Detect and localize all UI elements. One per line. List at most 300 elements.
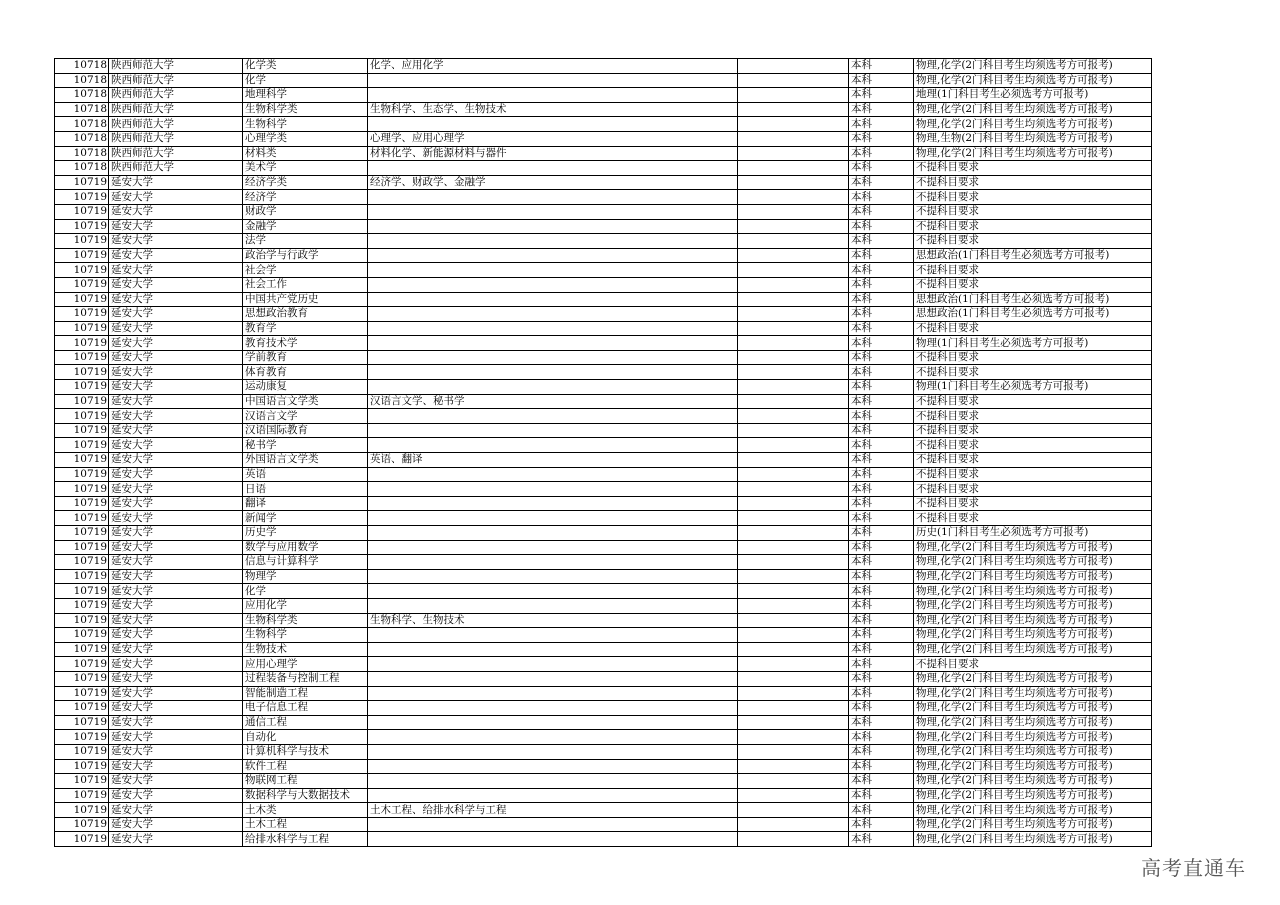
- school-name-cell: 延安大学: [109, 496, 243, 511]
- note-cell: [738, 482, 849, 497]
- included-majors-cell: [368, 774, 738, 789]
- level-cell: 本科: [849, 190, 914, 205]
- subject-requirement-cell: 物理,化学(2门科目考生均须选考方可报考): [914, 642, 1152, 657]
- note-cell: [738, 744, 849, 759]
- level-cell: 本科: [849, 350, 914, 365]
- school-name-cell: 延安大学: [109, 657, 243, 672]
- subject-requirement-cell: 不提科目要求: [914, 161, 1152, 176]
- major-cell: 秘书学: [243, 438, 368, 453]
- level-cell: 本科: [849, 307, 914, 322]
- major-cell: 财政学: [243, 204, 368, 219]
- subject-requirement-cell: 物理,化学(2门科目考生均须选考方可报考): [914, 628, 1152, 643]
- school-name-cell: 延安大学: [109, 774, 243, 789]
- table-row: [55, 438, 1152, 453]
- school-name-cell: 延安大学: [109, 482, 243, 497]
- level-cell: 本科: [849, 336, 914, 351]
- included-majors-cell: [368, 204, 738, 219]
- note-cell: [738, 774, 849, 789]
- school-name-cell: 延安大学: [109, 584, 243, 599]
- table-row: [55, 161, 1152, 176]
- level-cell: 本科: [849, 423, 914, 438]
- subject-requirement-cell: 不提科目要求: [914, 394, 1152, 409]
- school-code-cell: 10719: [55, 598, 109, 613]
- major-cell: 物理学: [243, 569, 368, 584]
- major-cell: 中国共产党历史: [243, 292, 368, 307]
- school-code-cell: 10719: [55, 730, 109, 745]
- level-cell: 本科: [849, 146, 914, 161]
- table-row: [55, 146, 1152, 161]
- subject-requirement-cell: 不提科目要求: [914, 438, 1152, 453]
- included-majors-cell: [368, 248, 738, 263]
- note-cell: [738, 190, 849, 205]
- major-cell: 地理科学: [243, 88, 368, 103]
- school-code-cell: 10719: [55, 204, 109, 219]
- table-row: [55, 307, 1152, 322]
- subject-requirement-cell: 物理,化学(2门科目考生均须选考方可报考): [914, 803, 1152, 818]
- note-cell: [738, 88, 849, 103]
- level-cell: 本科: [849, 394, 914, 409]
- table-row: [55, 744, 1152, 759]
- table-row: [55, 526, 1152, 541]
- subject-requirement-cell: 地理(1门科目考生必须选考方可报考): [914, 88, 1152, 103]
- included-majors-cell: 土木工程、给排水科学与工程: [368, 803, 738, 818]
- school-name-cell: 延安大学: [109, 613, 243, 628]
- included-majors-cell: 经济学、财政学、金融学: [368, 175, 738, 190]
- school-name-cell: 陕西师范大学: [109, 59, 243, 74]
- included-majors-cell: [368, 219, 738, 234]
- note-cell: [738, 161, 849, 176]
- level-cell: 本科: [849, 292, 914, 307]
- subject-requirement-cell: 物理,化学(2门科目考生均须选考方可报考): [914, 832, 1152, 847]
- subject-requirement-cell: 不提科目要求: [914, 234, 1152, 249]
- school-name-cell: 延安大学: [109, 394, 243, 409]
- included-majors-cell: [368, 555, 738, 570]
- school-name-cell: 延安大学: [109, 598, 243, 613]
- included-majors-cell: [368, 832, 738, 847]
- school-name-cell: 延安大学: [109, 788, 243, 803]
- school-name-cell: 延安大学: [109, 467, 243, 482]
- major-cell: 法学: [243, 234, 368, 249]
- included-majors-cell: [368, 657, 738, 672]
- major-cell: 数学与应用数学: [243, 540, 368, 555]
- table-body: [55, 59, 1152, 847]
- level-cell: 本科: [849, 598, 914, 613]
- included-majors-cell: [368, 730, 738, 745]
- included-majors-cell: [368, 190, 738, 205]
- note-cell: [738, 394, 849, 409]
- level-cell: 本科: [849, 686, 914, 701]
- school-code-cell: 10719: [55, 701, 109, 716]
- included-majors-cell: [368, 569, 738, 584]
- school-name-cell: 延安大学: [109, 380, 243, 395]
- major-cell: 教育技术学: [243, 336, 368, 351]
- level-cell: 本科: [849, 774, 914, 789]
- note-cell: [738, 613, 849, 628]
- table-row: [55, 190, 1152, 205]
- school-code-cell: 10719: [55, 263, 109, 278]
- major-cell: 生物科学类: [243, 102, 368, 117]
- school-code-cell: 10719: [55, 219, 109, 234]
- subject-requirement-cell: 不提科目要求: [914, 365, 1152, 380]
- included-majors-cell: [368, 467, 738, 482]
- included-majors-cell: 生物科学、生态学、生物技术: [368, 102, 738, 117]
- note-cell: [738, 423, 849, 438]
- table-row: [55, 598, 1152, 613]
- level-cell: 本科: [849, 321, 914, 336]
- note-cell: [738, 73, 849, 88]
- level-cell: 本科: [849, 59, 914, 74]
- school-name-cell: 延安大学: [109, 307, 243, 322]
- note-cell: [738, 204, 849, 219]
- included-majors-cell: [368, 336, 738, 351]
- included-majors-cell: [368, 686, 738, 701]
- school-name-cell: 延安大学: [109, 190, 243, 205]
- included-majors-cell: [368, 628, 738, 643]
- school-name-cell: 延安大学: [109, 409, 243, 424]
- school-name-cell: 延安大学: [109, 555, 243, 570]
- level-cell: 本科: [849, 657, 914, 672]
- included-majors-cell: [368, 759, 738, 774]
- note-cell: [738, 803, 849, 818]
- note-cell: [738, 642, 849, 657]
- school-code-cell: 10719: [55, 759, 109, 774]
- school-code-cell: 10719: [55, 569, 109, 584]
- table-row: [55, 832, 1152, 847]
- table-row: [55, 219, 1152, 234]
- major-cell: 计算机科学与技术: [243, 744, 368, 759]
- major-cell: 信息与计算科学: [243, 555, 368, 570]
- major-cell: 美术学: [243, 161, 368, 176]
- level-cell: 本科: [849, 511, 914, 526]
- table-row: [55, 701, 1152, 716]
- major-cell: 生物科学类: [243, 613, 368, 628]
- table-row: [55, 380, 1152, 395]
- included-majors-cell: [368, 409, 738, 424]
- table-row: [55, 686, 1152, 701]
- subject-requirement-cell: 物理,化学(2门科目考生均须选考方可报考): [914, 569, 1152, 584]
- school-code-cell: 10719: [55, 482, 109, 497]
- school-name-cell: 延安大学: [109, 686, 243, 701]
- table-row: [55, 540, 1152, 555]
- note-cell: [738, 131, 849, 146]
- school-code-cell: 10719: [55, 817, 109, 832]
- level-cell: 本科: [849, 365, 914, 380]
- included-majors-cell: [368, 817, 738, 832]
- school-name-cell: 延安大学: [109, 336, 243, 351]
- table-row: [55, 788, 1152, 803]
- school-code-cell: 10719: [55, 336, 109, 351]
- level-cell: 本科: [849, 628, 914, 643]
- major-cell: 金融学: [243, 219, 368, 234]
- table-row: [55, 131, 1152, 146]
- school-name-cell: 延安大学: [109, 438, 243, 453]
- level-cell: 本科: [849, 569, 914, 584]
- major-cell: 过程装备与控制工程: [243, 671, 368, 686]
- table-row: [55, 496, 1152, 511]
- school-code-cell: 10719: [55, 774, 109, 789]
- included-majors-cell: [368, 423, 738, 438]
- school-code-cell: 10719: [55, 453, 109, 468]
- table-row: [55, 467, 1152, 482]
- subject-requirement-cell: 思想政治(1门科目考生必须选考方可报考): [914, 292, 1152, 307]
- subject-requirement-cell: 物理(1门科目考生必须选考方可报考): [914, 336, 1152, 351]
- included-majors-cell: [368, 511, 738, 526]
- major-cell: 心理学类: [243, 131, 368, 146]
- note-cell: [738, 569, 849, 584]
- included-majors-cell: 心理学、应用心理学: [368, 131, 738, 146]
- included-majors-cell: [368, 380, 738, 395]
- included-majors-cell: [368, 263, 738, 278]
- school-name-cell: 延安大学: [109, 277, 243, 292]
- school-code-cell: 10719: [55, 409, 109, 424]
- school-name-cell: 延安大学: [109, 234, 243, 249]
- school-name-cell: 延安大学: [109, 321, 243, 336]
- school-code-cell: 10719: [55, 715, 109, 730]
- subject-requirement-cell: 不提科目要求: [914, 350, 1152, 365]
- subject-requirements-table: [54, 58, 1152, 847]
- table-row: [55, 175, 1152, 190]
- included-majors-cell: [368, 73, 738, 88]
- table-row: [55, 671, 1152, 686]
- school-code-cell: 10718: [55, 102, 109, 117]
- table-row: [55, 423, 1152, 438]
- major-cell: 应用心理学: [243, 657, 368, 672]
- note-cell: [738, 467, 849, 482]
- major-cell: 新闻学: [243, 511, 368, 526]
- level-cell: 本科: [849, 715, 914, 730]
- school-name-cell: 陕西师范大学: [109, 73, 243, 88]
- included-majors-cell: [368, 744, 738, 759]
- included-majors-cell: [368, 234, 738, 249]
- included-majors-cell: 汉语言文学、秘书学: [368, 394, 738, 409]
- included-majors-cell: [368, 88, 738, 103]
- school-name-cell: 延安大学: [109, 730, 243, 745]
- note-cell: [738, 540, 849, 555]
- level-cell: 本科: [849, 234, 914, 249]
- table-row: [55, 759, 1152, 774]
- major-cell: 智能制造工程: [243, 686, 368, 701]
- table-row: [55, 774, 1152, 789]
- included-majors-cell: [368, 482, 738, 497]
- level-cell: 本科: [849, 248, 914, 263]
- subject-requirement-cell: 不提科目要求: [914, 482, 1152, 497]
- subject-requirement-cell: 不提科目要求: [914, 657, 1152, 672]
- level-cell: 本科: [849, 803, 914, 818]
- included-majors-cell: [368, 526, 738, 541]
- level-cell: 本科: [849, 263, 914, 278]
- school-code-cell: 10719: [55, 803, 109, 818]
- school-name-cell: 延安大学: [109, 350, 243, 365]
- included-majors-cell: [368, 438, 738, 453]
- school-name-cell: 延安大学: [109, 759, 243, 774]
- school-code-cell: 10719: [55, 350, 109, 365]
- school-code-cell: 10719: [55, 584, 109, 599]
- major-cell: 生物技术: [243, 642, 368, 657]
- school-code-cell: 10718: [55, 88, 109, 103]
- school-name-cell: 陕西师范大学: [109, 117, 243, 132]
- included-majors-cell: [368, 715, 738, 730]
- note-cell: [738, 219, 849, 234]
- included-majors-cell: [368, 598, 738, 613]
- note-cell: [738, 584, 849, 599]
- table-row: [55, 248, 1152, 263]
- school-name-cell: 延安大学: [109, 423, 243, 438]
- subject-requirement-cell: 不提科目要求: [914, 175, 1152, 190]
- level-cell: 本科: [849, 584, 914, 599]
- table-row: [55, 59, 1152, 74]
- subject-requirement-cell: 物理,化学(2门科目考生均须选考方可报考): [914, 613, 1152, 628]
- school-code-cell: 10719: [55, 307, 109, 322]
- subject-requirement-cell: 物理,化学(2门科目考生均须选考方可报考): [914, 540, 1152, 555]
- level-cell: 本科: [849, 219, 914, 234]
- note-cell: [738, 248, 849, 263]
- major-cell: 汉语国际教育: [243, 423, 368, 438]
- school-code-cell: 10719: [55, 832, 109, 847]
- subject-requirement-cell: 物理,化学(2门科目考生均须选考方可报考): [914, 598, 1152, 613]
- table-row: [55, 715, 1152, 730]
- table-row: [55, 584, 1152, 599]
- major-cell: 数据科学与大数据技术: [243, 788, 368, 803]
- school-code-cell: 10719: [55, 671, 109, 686]
- included-majors-cell: 生物科学、生物技术: [368, 613, 738, 628]
- school-name-cell: 延安大学: [109, 671, 243, 686]
- watermark-text: 高考直通车: [1141, 856, 1246, 880]
- subject-requirement-cell: 物理,生物(2门科目考生均须选考方可报考): [914, 131, 1152, 146]
- school-name-cell: 陕西师范大学: [109, 131, 243, 146]
- school-code-cell: 10719: [55, 496, 109, 511]
- note-cell: [738, 555, 849, 570]
- school-name-cell: 延安大学: [109, 263, 243, 278]
- level-cell: 本科: [849, 526, 914, 541]
- level-cell: 本科: [849, 117, 914, 132]
- school-code-cell: 10719: [55, 467, 109, 482]
- subject-requirement-cell: 物理,化学(2门科目考生均须选考方可报考): [914, 788, 1152, 803]
- level-cell: 本科: [849, 102, 914, 117]
- major-cell: 翻译: [243, 496, 368, 511]
- school-code-cell: 10719: [55, 744, 109, 759]
- included-majors-cell: [368, 321, 738, 336]
- school-code-cell: 10719: [55, 788, 109, 803]
- level-cell: 本科: [849, 671, 914, 686]
- subject-requirement-cell: 不提科目要求: [914, 321, 1152, 336]
- major-cell: 体育教育: [243, 365, 368, 380]
- table-row: [55, 234, 1152, 249]
- subject-requirement-cell: 不提科目要求: [914, 423, 1152, 438]
- major-cell: 材料类: [243, 146, 368, 161]
- school-code-cell: 10718: [55, 146, 109, 161]
- note-cell: [738, 453, 849, 468]
- school-name-cell: 延安大学: [109, 175, 243, 190]
- school-name-cell: 延安大学: [109, 365, 243, 380]
- note-cell: [738, 438, 849, 453]
- note-cell: [738, 409, 849, 424]
- school-name-cell: 延安大学: [109, 526, 243, 541]
- note-cell: [738, 59, 849, 74]
- major-cell: 汉语言文学: [243, 409, 368, 424]
- school-name-cell: 陕西师范大学: [109, 161, 243, 176]
- subject-requirement-cell: 历史(1门科目考生必须选考方可报考): [914, 526, 1152, 541]
- subject-requirement-cell: 物理,化学(2门科目考生均须选考方可报考): [914, 73, 1152, 88]
- table-row: [55, 628, 1152, 643]
- level-cell: 本科: [849, 759, 914, 774]
- level-cell: 本科: [849, 482, 914, 497]
- note-cell: [738, 336, 849, 351]
- school-name-cell: 延安大学: [109, 715, 243, 730]
- major-cell: 土木类: [243, 803, 368, 818]
- note-cell: [738, 380, 849, 395]
- table-row: [55, 803, 1152, 818]
- included-majors-cell: [368, 277, 738, 292]
- note-cell: [738, 277, 849, 292]
- note-cell: [738, 817, 849, 832]
- included-majors-cell: [368, 350, 738, 365]
- school-code-cell: 10719: [55, 511, 109, 526]
- level-cell: 本科: [849, 701, 914, 716]
- note-cell: [738, 671, 849, 686]
- included-majors-cell: [368, 584, 738, 599]
- school-code-cell: 10719: [55, 438, 109, 453]
- table-row: [55, 73, 1152, 88]
- level-cell: 本科: [849, 277, 914, 292]
- major-cell: 中国语言文学类: [243, 394, 368, 409]
- school-code-cell: 10719: [55, 365, 109, 380]
- major-cell: 英语: [243, 467, 368, 482]
- school-name-cell: 延安大学: [109, 219, 243, 234]
- subject-requirement-cell: 思想政治(1门科目考生必须选考方可报考): [914, 307, 1152, 322]
- level-cell: 本科: [849, 540, 914, 555]
- major-cell: 软件工程: [243, 759, 368, 774]
- level-cell: 本科: [849, 409, 914, 424]
- table-row: [55, 453, 1152, 468]
- table-row: [55, 277, 1152, 292]
- school-code-cell: 10719: [55, 613, 109, 628]
- school-code-cell: 10719: [55, 292, 109, 307]
- note-cell: [738, 321, 849, 336]
- table-row: [55, 613, 1152, 628]
- table-row: [55, 394, 1152, 409]
- subject-requirement-cell: 物理,化学(2门科目考生均须选考方可报考): [914, 117, 1152, 132]
- included-majors-cell: [368, 307, 738, 322]
- table-row: [55, 409, 1152, 424]
- note-cell: [738, 263, 849, 278]
- major-cell: 经济学类: [243, 175, 368, 190]
- table-row: [55, 730, 1152, 745]
- subject-requirement-cell: 物理,化学(2门科目考生均须选考方可报考): [914, 584, 1152, 599]
- school-name-cell: 陕西师范大学: [109, 146, 243, 161]
- school-name-cell: 延安大学: [109, 204, 243, 219]
- major-cell: 社会工作: [243, 277, 368, 292]
- school-name-cell: 延安大学: [109, 701, 243, 716]
- major-cell: 应用化学: [243, 598, 368, 613]
- level-cell: 本科: [849, 730, 914, 745]
- school-name-cell: 延安大学: [109, 628, 243, 643]
- school-name-cell: 延安大学: [109, 453, 243, 468]
- major-cell: 生物科学: [243, 628, 368, 643]
- subject-requirement-cell: 物理,化学(2门科目考生均须选考方可报考): [914, 715, 1152, 730]
- major-cell: 化学: [243, 584, 368, 599]
- major-cell: 给排水科学与工程: [243, 832, 368, 847]
- level-cell: 本科: [849, 642, 914, 657]
- table-row: [55, 204, 1152, 219]
- major-cell: 化学类: [243, 59, 368, 74]
- major-cell: 经济学: [243, 190, 368, 205]
- table-row: [55, 817, 1152, 832]
- note-cell: [738, 628, 849, 643]
- subject-requirement-cell: 物理,化学(2门科目考生均须选考方可报考): [914, 774, 1152, 789]
- school-code-cell: 10719: [55, 321, 109, 336]
- subject-requirement-cell: 思想政治(1门科目考生必须选考方可报考): [914, 248, 1152, 263]
- subject-requirement-cell: 不提科目要求: [914, 453, 1152, 468]
